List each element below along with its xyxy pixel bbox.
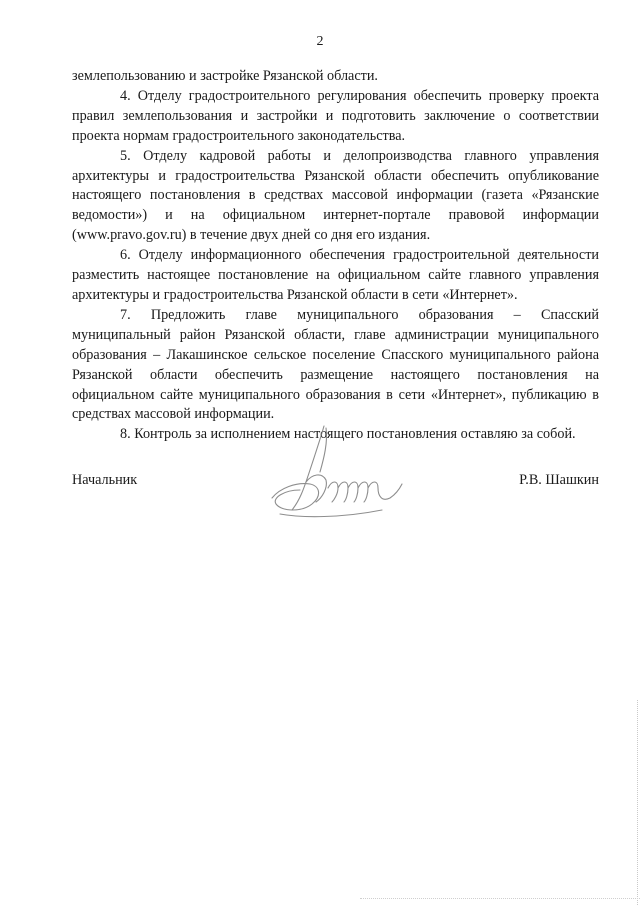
- paragraph-continuation: землепользованию и застройке Рязанской области.: [72, 68, 378, 84]
- signer-position: Начальник: [72, 472, 138, 488]
- paragraph-item-5: 5. Отделу кадровой работы и делопроизводства главного управления архитектуры и градостроительства Рязанской области обеспечить опубликование настоящего постановления в средствах массовой информации (газета «Рязанские ведомости») и на официальном интернет-портале правовой информации (www.pravo.gov.ru) в течение двух дней со дня его издания.: [72, 147, 599, 244]
- page-number: 2: [316, 34, 324, 49]
- paragraph-item-8: 8. Контроль за исполнением настоящего постановления оставляю за собой.: [120, 426, 576, 443]
- paragraph-item-4: 4. Отделу градостроительного регулирования обеспечить проверку проекта правил землепользования и застройки и подготовить заключение о соответствии проекта нормам градостроительного законодательства.: [72, 87, 599, 144]
- handwritten-signature: [262, 418, 412, 528]
- signer-name: Р.В. Шашкин: [519, 472, 599, 488]
- paragraph-item-7: 7. Предложить главе муниципального образования – Спасский муниципальный район Рязанской области, главе администрации муниципального образования – Лакашинское сельское поселение Спасского муниципального района Рязанской области обеспечить размещение настоящего постановления на официальном сайте муниципального образования в сети «Интернет», публикацию в средствах массовой информации.: [72, 306, 599, 423]
- scan-edge-artifact: [633, 700, 638, 905]
- paragraph-item-6: 6. Отделу информационного обеспечения градостроительной деятельности разместить настоящее постановление на официальном сайте главного управления архитектуры и градостроительства Рязанской области в сети «Интернет».: [72, 247, 599, 303]
- document-body: [72, 67, 599, 445]
- scan-edge-artifact-bottom: [360, 896, 640, 899]
